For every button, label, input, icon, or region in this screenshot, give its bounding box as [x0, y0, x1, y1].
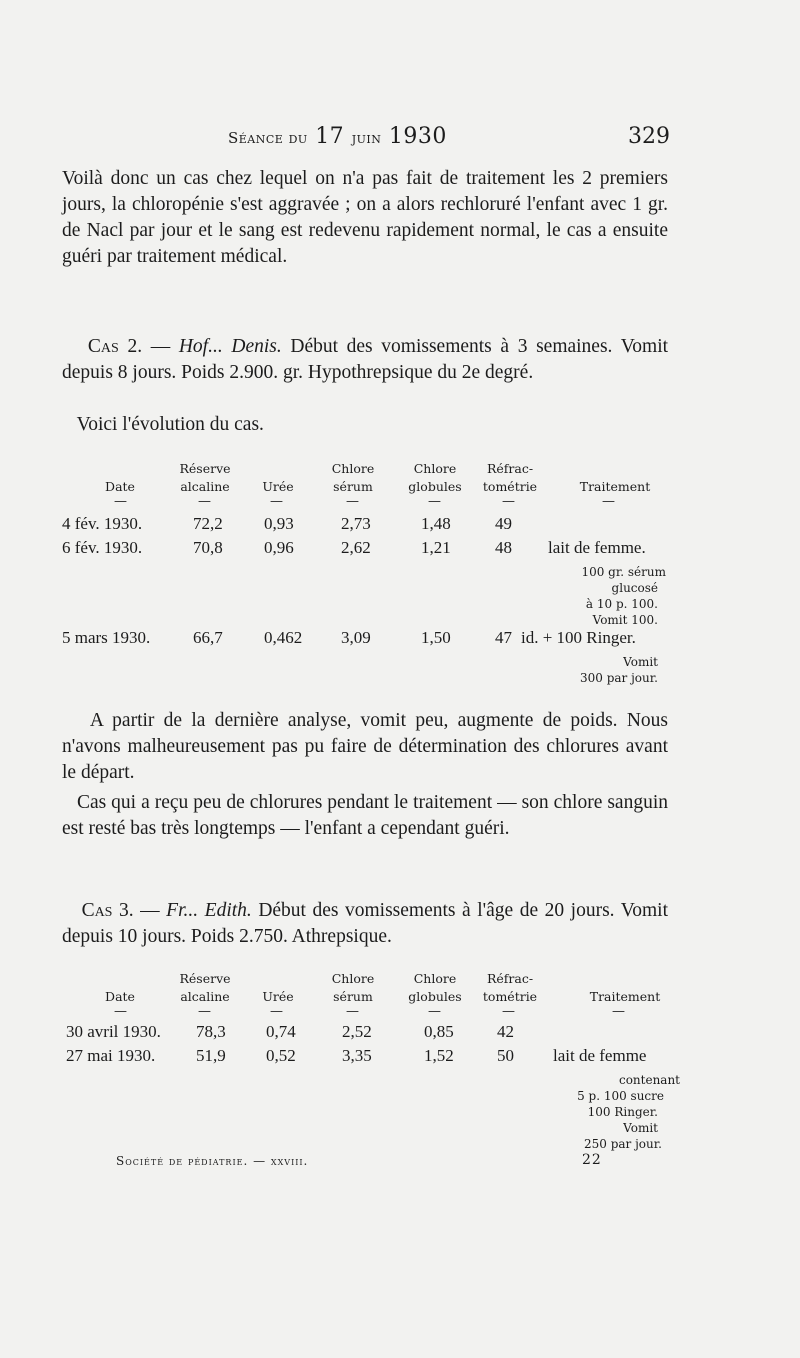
- table-cell: 47: [495, 628, 512, 647]
- case-2-evolution-text: Voici l'évolution du cas.: [76, 414, 264, 435]
- case-2-dash: —: [142, 336, 179, 357]
- th-chlore-serum-1: Chlore: [331, 461, 375, 476]
- table-cell: 3,35: [342, 1046, 372, 1065]
- table-cell: 50: [497, 1046, 514, 1065]
- header-title: [228, 124, 447, 149]
- table-cell: 0,74: [266, 1022, 296, 1041]
- table-note: à 10 p. 100.: [585, 597, 658, 611]
- case-2-evolution: [62, 412, 668, 438]
- th-refrac-1: Réfrac-: [486, 461, 534, 476]
- th-refrac-2: tométrie: [482, 989, 538, 1004]
- th-reserve-1: Réserve: [179, 971, 231, 986]
- th-chlore-serum-2: sérum: [333, 989, 373, 1004]
- table-note: 250 par jour.: [583, 1137, 662, 1151]
- th-dash: —: [198, 1004, 211, 1019]
- case-3-paragraph: [62, 898, 668, 950]
- case-2-text: Début des vomissements à 3 semaines. Vomit depuis 8 jours. Poids 2.900. gr. Hypothrepsique du 2e degré.: [62, 336, 669, 383]
- th-dash: —: [428, 494, 441, 509]
- table-note: glucosé: [611, 581, 658, 595]
- table-cell: 1,48: [421, 514, 451, 533]
- case-2-paragraph: [62, 334, 668, 386]
- table-cell: 5 mars 1930.: [62, 628, 151, 647]
- case-2-name2: Denis.: [231, 336, 282, 357]
- th-uree: Urée: [262, 479, 294, 494]
- table-cell: 1,21: [421, 538, 451, 557]
- header-title-day: 17: [315, 124, 345, 149]
- paragraph-2: [62, 708, 668, 786]
- th-chlore-serum-2: sérum: [333, 479, 373, 494]
- paragraph-2-text: A partir de la dernière analyse, vomit peu, augmente de poids. Nous n'avons malheureusement pas pu faire de détermination des chlorures avant le départ.: [62, 710, 668, 783]
- th-date: Date: [105, 479, 135, 494]
- th-refrac-1: Réfrac-: [486, 971, 534, 986]
- table-cell: 2,52: [342, 1022, 372, 1041]
- paragraph-3-text: Cas qui a reçu peu de chlorures pendant le traitement — son chlore sanguin est resté bas très longtemps — l'enfant a cependant guéri.: [62, 792, 669, 839]
- th-traitement: Traitement: [589, 989, 661, 1004]
- table-cell: 0,85: [424, 1022, 454, 1041]
- th-chlore-serum-1: Chlore: [331, 971, 375, 986]
- th-date: Date: [105, 989, 135, 1004]
- table-note: contenant: [618, 1073, 680, 1087]
- th-reserve-2: alcaline: [180, 989, 230, 1004]
- table-note: Vomit 100.: [592, 613, 658, 627]
- table-cell: 6 fév. 1930.: [62, 538, 143, 557]
- table-note: 100 Ringer.: [587, 1105, 658, 1119]
- table-cell: 0,462: [264, 628, 303, 647]
- th-dash: —: [198, 494, 211, 509]
- table-cell: 0,93: [264, 514, 294, 533]
- table-note: 100 gr. sérum: [581, 565, 666, 579]
- table-cell: lait de femme: [553, 1046, 647, 1065]
- page-number: 329: [628, 124, 670, 149]
- header-title-month: juin: [351, 129, 382, 147]
- paragraph-1: Voilà donc un cas chez lequel on n'a pas fait de traitement les 2 premiers jours, la chloropénie s'est aggravée ; on a alors rechloruré l'enfant avec 1 gr. de Nacl par jour et le sang est redevenu rapidement normal, le cas a ensuite guéri par traitement médical.: [62, 168, 668, 267]
- th-dash: —: [428, 1004, 441, 1019]
- table-note: 5 p. 100 sucre: [577, 1089, 664, 1103]
- footer-journal: Société de pédiatrie. — xxviii.: [116, 1154, 309, 1168]
- table-cell: 2,62: [341, 538, 371, 557]
- table-cell: 0,52: [266, 1046, 296, 1065]
- table-cell: 78,3: [196, 1022, 226, 1041]
- table-cell: 3,09: [341, 628, 371, 647]
- th-chlore-glob-1: Chlore: [413, 461, 457, 476]
- table-cell: 49: [495, 514, 512, 533]
- table-cell: 4 fév. 1930.: [62, 514, 143, 533]
- case-3-label: Cas 3.: [81, 900, 134, 921]
- table-cell: 1,52: [424, 1046, 454, 1065]
- paragraph-3: [62, 790, 668, 842]
- th-reserve-1: Réserve: [179, 461, 231, 476]
- th-dash: —: [114, 1004, 127, 1019]
- table-cell: id. + 100 Ringer.: [521, 628, 636, 647]
- table-note: Vomit: [623, 655, 658, 669]
- header-title-prefix: Séance du: [228, 129, 308, 147]
- table-cell: 48: [495, 538, 512, 557]
- th-dash: —: [502, 1004, 515, 1019]
- case-3-name1: Fr...: [166, 900, 199, 921]
- case-3-text: Début des vomissements à l'âge de 20 jours. Vomit depuis 10 jours. Poids 2.750. Athrepsique.: [62, 900, 669, 947]
- table-cell: 51,9: [196, 1046, 226, 1065]
- th-chlore-glob-2: globules: [408, 989, 462, 1004]
- case-3-dash: —: [133, 900, 167, 921]
- table-cell: 42: [497, 1022, 514, 1041]
- th-dash: —: [602, 494, 615, 509]
- table-cell: 1,50: [421, 628, 451, 647]
- table-cell: 0,96: [264, 538, 294, 557]
- table-cell: 66,7: [193, 628, 223, 647]
- table-cell: 72,2: [193, 514, 223, 533]
- th-reserve-2: alcaline: [180, 479, 230, 494]
- th-uree: Urée: [262, 989, 294, 1004]
- th-dash: —: [270, 494, 283, 509]
- th-chlore-glob-2: globules: [408, 479, 462, 494]
- case-2-label: Cas 2.: [87, 336, 143, 357]
- table-note: Vomit: [623, 1121, 658, 1135]
- table-cell: 27 mai 1930.: [66, 1046, 156, 1065]
- table-cell: 30 avril 1930.: [66, 1022, 161, 1041]
- running-header: [60, 124, 670, 156]
- header-title-year: 1930: [388, 124, 447, 149]
- th-dash: —: [346, 1004, 359, 1019]
- table-cell: 2,73: [341, 514, 371, 533]
- table-cell: 70,8: [193, 538, 223, 557]
- th-chlore-glob-1: Chlore: [413, 971, 457, 986]
- th-dash: —: [114, 494, 127, 509]
- th-refrac-2: tométrie: [482, 479, 538, 494]
- th-dash: —: [612, 1004, 625, 1019]
- case-3-name2: Edith.: [204, 900, 252, 921]
- table-cell: lait de femme.: [548, 538, 646, 557]
- case-2-name1: Hof...: [178, 336, 223, 357]
- footer-signature: 22: [582, 1152, 602, 1168]
- th-traitement: Traitement: [579, 479, 651, 494]
- table-note: 300 par jour.: [579, 671, 658, 685]
- th-dash: —: [270, 1004, 283, 1019]
- th-dash: —: [346, 494, 359, 509]
- th-dash: —: [502, 494, 515, 509]
